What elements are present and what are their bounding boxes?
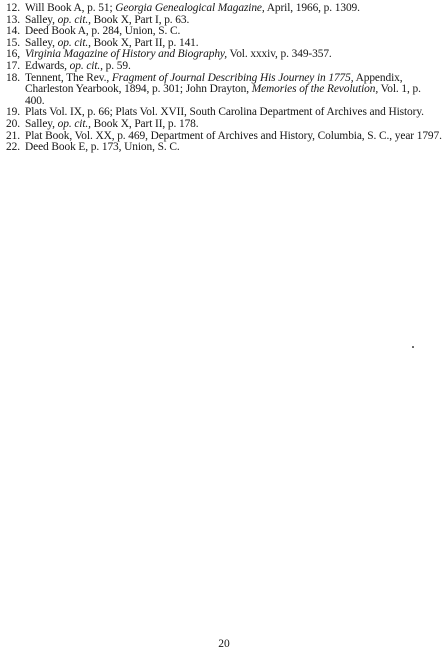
- footnote-22: [6, 142, 442, 154]
- footnote-text: Will Book A, p. 51; Georgia Genealogical Magazine, April, 1966, p. 1309.: [25, 2, 360, 14]
- scan-speck: [412, 346, 414, 348]
- page-number: 20: [218, 638, 230, 650]
- footnote-text: Salley, op. cit., Book X, Part II, p. 141.: [25, 36, 199, 49]
- footnote-number: 21.: [6, 129, 20, 142]
- footnote-18: [6, 73, 442, 108]
- footnote-text: Tennent, The Rev., Fragment of Journal Describing His Journey in 1775, Appendix, Charleston Yearbook, 1894, p. 301; John Drayton, Memories of the Revolution, Vol. 1, p. 400.: [25, 71, 421, 107]
- footnote-text: Plat Book, Vol. XX, p. 469, Department of Archives and History, Columbia, S. C., year 1797.: [25, 129, 442, 142]
- footnote-number: 19.: [6, 106, 20, 119]
- footnote-number: 22.: [6, 141, 20, 154]
- footnote-number: 16,: [6, 48, 20, 61]
- footnote-text: Deed Book A, p. 284, Union, S. C.: [25, 25, 181, 38]
- footnote-text: Virginia Magazine of History and Biography, Vol. xxxiv, p. 349-357.: [25, 48, 332, 61]
- footnote-text: Salley, op. cit., Book X, Part I, p. 63.: [25, 13, 190, 26]
- footnote-number: 12.: [6, 2, 20, 14]
- footnote-text: Plats Vol. IX, p. 66; Plats Vol. XVII, South Carolina Department of Archives and History.: [25, 106, 424, 119]
- footnote-number: 20.: [6, 117, 20, 130]
- footnote-number: 18.: [6, 71, 20, 84]
- footnote-text: Salley, op. cit., Book X, Part II, p. 178.: [25, 117, 199, 130]
- footnote-number: 13.: [6, 13, 20, 26]
- footnote-text: Edwards, op. cit., p. 59.: [25, 59, 131, 72]
- footnote-number: 14.: [6, 25, 20, 38]
- footnote-number: 15.: [6, 36, 20, 49]
- footnote-list: [6, 3, 442, 154]
- footnote-number: 17.: [6, 59, 20, 72]
- footnote-text: Deed Book E, p. 173, Union, S. C.: [25, 141, 180, 154]
